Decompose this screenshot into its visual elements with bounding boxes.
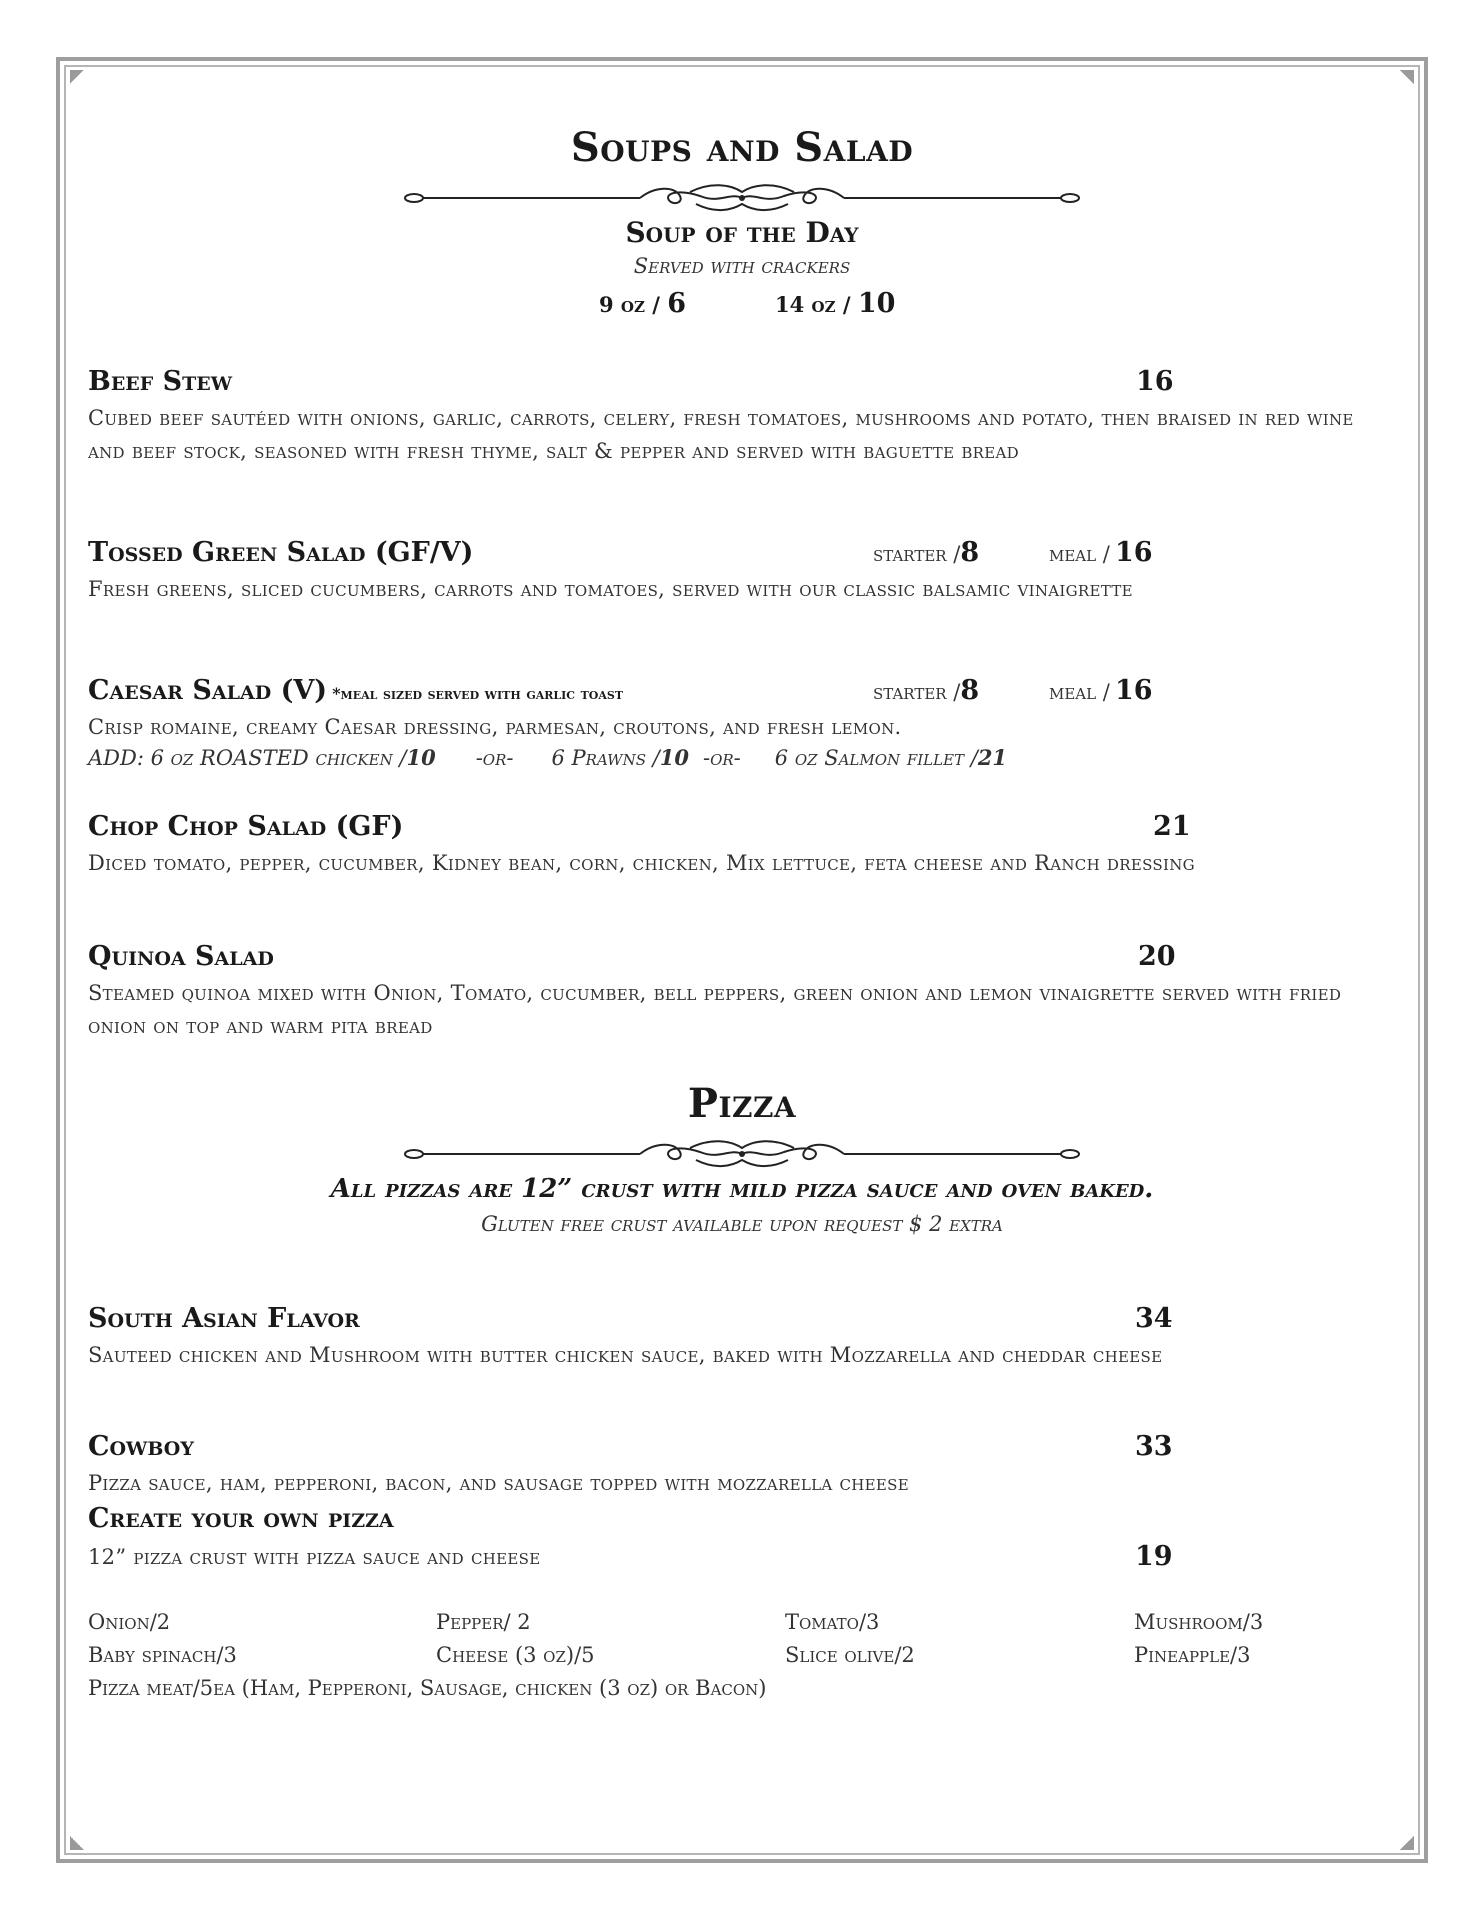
item-name: Quinoa Salad bbox=[88, 941, 274, 972]
addon-or: -or- bbox=[475, 746, 514, 770]
corner-ornament bbox=[1400, 70, 1414, 84]
starter-price: 8 bbox=[960, 675, 980, 706]
soup-size-small bbox=[599, 288, 686, 319]
addon-prawns: 6 Prawns / bbox=[551, 746, 660, 770]
topping-item: Pineapple/3 bbox=[1134, 1643, 1251, 1667]
addon-prawns-price: 10 bbox=[659, 745, 689, 770]
item-description: Cubed beef sautéed with onions, garlic, carrots, celery, fresh tomatoes, mushrooms and potato, then braised in red wine and beef stock, seasoned with fresh thyme, salt & pepper and served with baguette bread bbox=[88, 406, 1354, 463]
addon-salmon: 6 oz Salmon fillet / bbox=[774, 746, 978, 770]
meal-price-group bbox=[1049, 537, 1153, 568]
corner-ornament bbox=[70, 70, 84, 84]
item-description: Pizza sauce, ham, pepperoni, bacon, and sausage topped with mozzarella cheese bbox=[88, 1471, 909, 1495]
soup-of-day-note: Served with crackers bbox=[633, 254, 851, 278]
item-name: South Asian Flavor bbox=[88, 1303, 360, 1334]
meal-price: 16 bbox=[1114, 675, 1153, 706]
topping-pizza-meat: Pizza meat/5ea (Ham, Pepperoni, Sausage, chicken (3 oz) or Bacon) bbox=[88, 1676, 767, 1700]
item-price: 33 bbox=[1135, 1431, 1173, 1462]
item-name: Tossed Green Salad (GF/V) bbox=[88, 537, 474, 568]
divider-ornament bbox=[400, 1138, 1084, 1170]
soup-size-small-price: 6 bbox=[667, 288, 687, 319]
item-name: Beef Stew bbox=[88, 366, 233, 397]
starter-price-group bbox=[873, 537, 979, 568]
item-description: Crisp romaine, creamy Caesar dressing, parmesan, croutons, and fresh lemon. bbox=[88, 715, 902, 739]
item-name: Cowboy bbox=[88, 1431, 194, 1462]
item-description: Steamed quinoa mixed with Onion, Tomato, cucumber, bell peppers, green onion and lemon vinaigrette served with fried onion on top and warm pita bread bbox=[88, 981, 1342, 1038]
meal-label: meal / bbox=[1049, 542, 1110, 566]
item-description: 12” pizza crust with pizza sauce and cheese bbox=[88, 1545, 541, 1569]
item-price: 20 bbox=[1138, 941, 1176, 972]
starter-price: 8 bbox=[960, 537, 980, 568]
meal-label: meal / bbox=[1049, 680, 1110, 704]
item-price: 16 bbox=[1136, 366, 1174, 397]
item-description: Diced tomato, pepper, cucumber, Kidney bean, corn, chicken, Mix lettuce, feta cheese and Ranch dressing bbox=[88, 851, 1195, 875]
item-description: Fresh greens, sliced cucumbers, carrots and tomatoes, served with our classic balsamic vinaigrette bbox=[88, 577, 1133, 601]
starter-label: starter / bbox=[873, 680, 961, 704]
item-price: 34 bbox=[1135, 1303, 1173, 1334]
caesar-heading bbox=[88, 675, 623, 706]
item-name: Caesar Salad (V) bbox=[88, 675, 328, 706]
meal-price-group bbox=[1049, 675, 1153, 706]
corner-ornament bbox=[1400, 1836, 1414, 1850]
caesar-add-ons bbox=[88, 745, 1007, 770]
soup-size-small-label: 9 oz / bbox=[599, 292, 660, 317]
soup-size-large-price: 10 bbox=[857, 288, 896, 319]
item-price: 19 bbox=[1135, 1541, 1173, 1572]
topping-item: Mushroom/3 bbox=[1134, 1610, 1264, 1634]
pizza-note-gluten-free: Gluten free crust available upon request $ 2 extra bbox=[481, 1212, 1003, 1236]
addon-chicken-price: 10 bbox=[406, 745, 436, 770]
starter-price-group bbox=[873, 675, 979, 706]
soup-size-large-label: 14 oz / bbox=[775, 292, 851, 317]
divider-ornament bbox=[400, 182, 1084, 214]
meal-price: 16 bbox=[1114, 537, 1153, 568]
soup-of-day-name: Soup of the Day bbox=[625, 216, 859, 249]
section-title-soups: Soups and Salad bbox=[570, 124, 914, 171]
addon-chicken: ADD: 6 oz ROASTED chicken / bbox=[88, 746, 407, 770]
addon-or: -or- bbox=[702, 746, 741, 770]
item-name: Chop Chop Salad (GF) bbox=[88, 811, 404, 842]
item-name: Create your own pizza bbox=[88, 1503, 394, 1534]
section-title-pizza: Pizza bbox=[687, 1080, 797, 1127]
topping-item: Baby spinach/3 bbox=[88, 1643, 237, 1667]
item-description: Sauteed chicken and Mushroom with butter chicken sauce, baked with Mozzarella and cheddar cheese bbox=[88, 1343, 1163, 1367]
item-note: *meal sized served with garlic toast bbox=[332, 684, 624, 703]
corner-ornament bbox=[70, 1836, 84, 1850]
soup-size-large bbox=[775, 288, 895, 319]
pizza-note-main: All pizzas are 12” crust with mild pizza sauce and oven baked. bbox=[330, 1174, 1154, 1204]
topping-item: Pepper/ 2 bbox=[436, 1610, 531, 1634]
item-price: 21 bbox=[1153, 811, 1191, 842]
topping-item: Slice olive/2 bbox=[785, 1643, 915, 1667]
starter-label: starter / bbox=[873, 542, 961, 566]
topping-item: Onion/2 bbox=[88, 1610, 171, 1634]
addon-salmon-price: 21 bbox=[977, 745, 1008, 770]
topping-item: Tomato/3 bbox=[785, 1610, 880, 1634]
topping-item: Cheese (3 oz)/5 bbox=[436, 1643, 595, 1667]
